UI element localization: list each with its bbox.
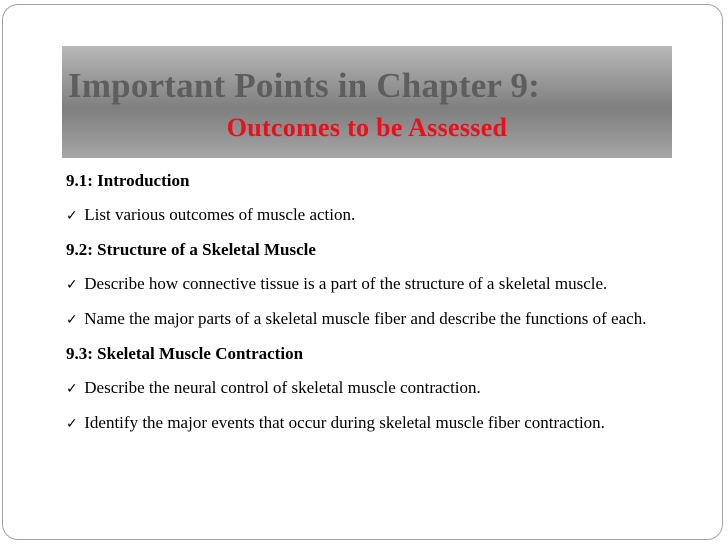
bullet-text: List various outcomes of muscle action.	[84, 205, 356, 224]
checkmark-icon: ✓	[66, 277, 78, 293]
checkmark-icon: ✓	[66, 381, 78, 397]
bullet-item	[66, 308, 666, 331]
checkmark-icon: ✓	[66, 312, 78, 328]
section-heading-introduction: 9.1: Introduction	[66, 171, 190, 190]
bullet-item	[66, 412, 666, 435]
title-banner	[62, 46, 672, 158]
bullet-text: Name the major parts of a skeletal muscle fiber and describe the functions of each.	[84, 309, 647, 328]
slide-content	[66, 170, 666, 435]
bullet-item	[66, 273, 666, 296]
bullet-item	[66, 204, 666, 227]
section-heading-contraction: 9.3: Skeletal Muscle Contraction	[66, 344, 304, 363]
bullet-text: Describe the neural control of skeletal muscle contraction.	[84, 378, 481, 397]
slide-title: Important Points in Chapter 9:	[68, 66, 541, 105]
checkmark-icon: ✓	[66, 208, 78, 224]
bullet-text: Identify the major events that occur during skeletal muscle fiber contraction.	[84, 413, 605, 432]
bullet-text: Describe how connective tissue is a part of the structure of a skeletal muscle.	[84, 274, 608, 293]
bullet-item	[66, 377, 666, 400]
checkmark-icon: ✓	[66, 416, 78, 432]
section-heading-structure: 9.2: Structure of a Skeletal Muscle	[66, 240, 316, 259]
slide-subtitle: Outcomes to be Assessed	[226, 113, 508, 142]
